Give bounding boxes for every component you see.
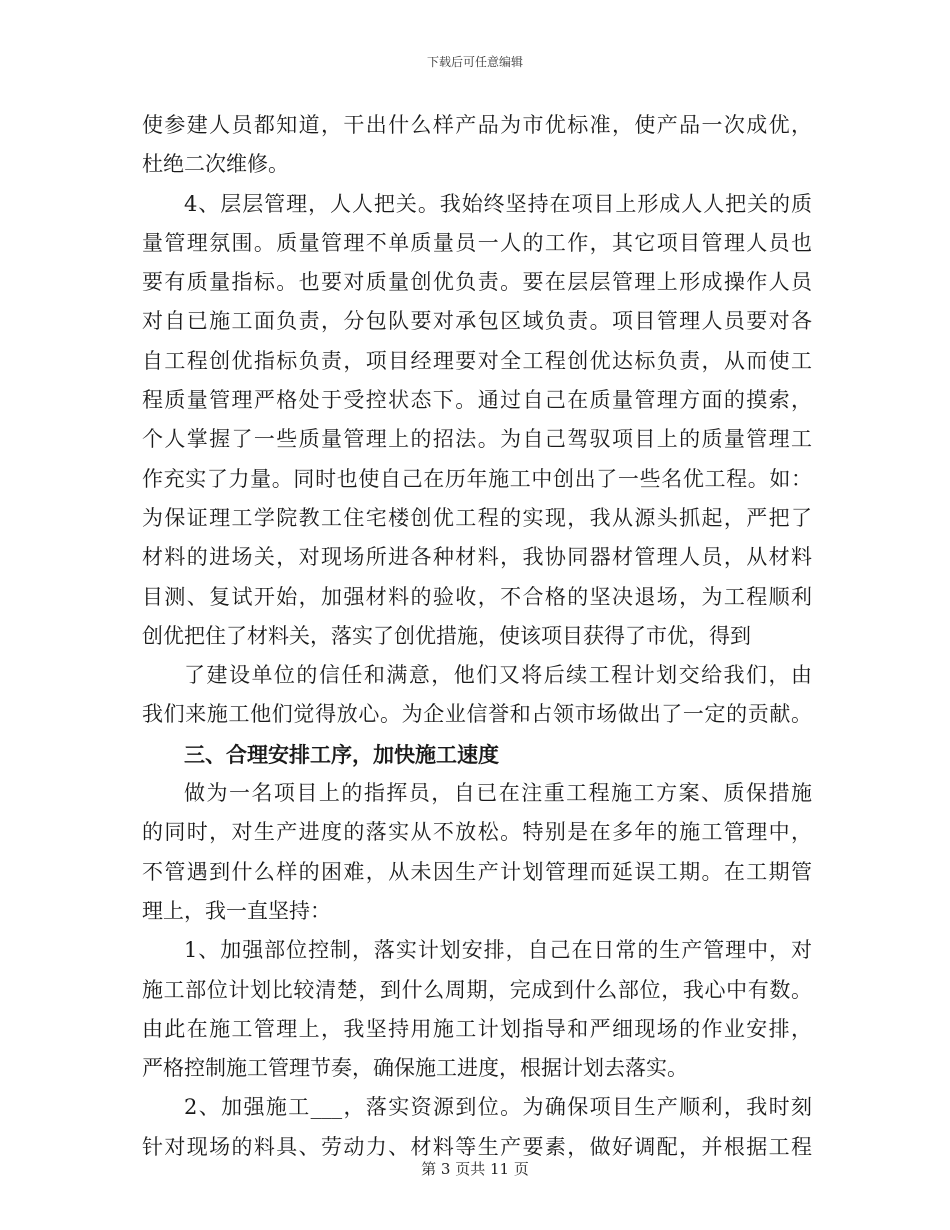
text-line: 施工部位计划比较清楚，到什么周期，完成到什么部位，我心中有数。 [142,977,812,1002]
text-line: 了建设单位的信任和满意，他们又将后续工程计划交给我们，由 [184,663,812,688]
text-line: 针对现场的料具、劳动力、材料等生产要素，做好调配，并根据工程 [142,1134,812,1159]
text-line: 程质量管理严格处于受控状态下。通过自己在质量管理方面的摸索， [142,388,812,413]
section-heading: 三、合理安排工序，加快施工速度 [184,741,499,767]
text-line: 2、加强施工___，落实资源到位。为确保项目生产顺利，我时刻 [184,1095,812,1120]
text-line: 要有质量指标。也要对质量创优负责。要在层层管理上形成操作人员 [142,270,812,295]
text-line: 不管遇到什么样的困难，从未因生产计划管理而延误工期。在工期管 [142,859,812,884]
header-note: 下载后可任意编辑 [426,55,523,69]
page-header [0,53,950,70]
page-number: 第 3 页共 11 页 [421,1160,529,1178]
text-line: 由此在施工管理上，我坚持用施工计划指导和严细现场的作业安排， [142,1016,812,1041]
text-line: 量管理氛围。质量管理不单质量员一人的工作，其它项目管理人员也 [142,230,812,255]
text-line: 4、层层管理，人人把关。我始终坚持在项目上形成人人把关的质 [184,191,812,216]
text-line: 我们来施工他们觉得放心。为企业信誉和占领市场做出了一定的贡献。 [142,702,812,727]
text-line: 作充实了力量。同时也使自己在历年施工中创出了一些名优工程。如： [142,466,812,491]
text-line: 自工程创优指标负责，项目经理要对全工程创优达标负责，从而使工 [142,348,812,373]
text-line: 的同时，对生产进度的落实从不放松。特别是在多年的施工管理中， [142,820,812,845]
page-footer [0,1158,950,1179]
text-line: 为保证理工学院教工住宅楼创优工程的实现，我从源头抓起，严把了 [142,505,812,530]
text-line: 创优把住了材料关，落实了创优措施，使该项目获得了市优，得到 [142,623,751,648]
text-line: 严格控制施工管理节奏，确保施工进度，根据计划去落实。 [142,1056,688,1081]
text-line: 目测、复试开始，加强材料的验收，不合格的坚决退场，为工程顺利 [142,584,812,609]
text-line: 个人掌握了一些质量管理上的招法。为自己驾驭项目上的质量管理工 [142,427,812,452]
text-line: 杜绝二次维修。 [142,152,289,177]
text-line: 对自已施工面负责，分包队要对承包区域负责。项目管理人员要对各 [142,309,812,334]
text-line: 做为一名项目上的指挥员，自已在注重工程施工方案、质保措施 [184,781,812,806]
document-body [142,106,812,1167]
text-line: 1、加强部位控制，落实计划安排，自己在日常的生产管理中，对 [184,938,812,963]
text-line: 使参建人员都知道，干出什么样产品为市优标准，使产品一次成优， [142,113,812,137]
text-line: 材料的进场关，对现场所进各种材料，我协同器材管理人员，从材料 [142,545,812,570]
text-line: 理上，我一直坚持： [142,898,331,923]
